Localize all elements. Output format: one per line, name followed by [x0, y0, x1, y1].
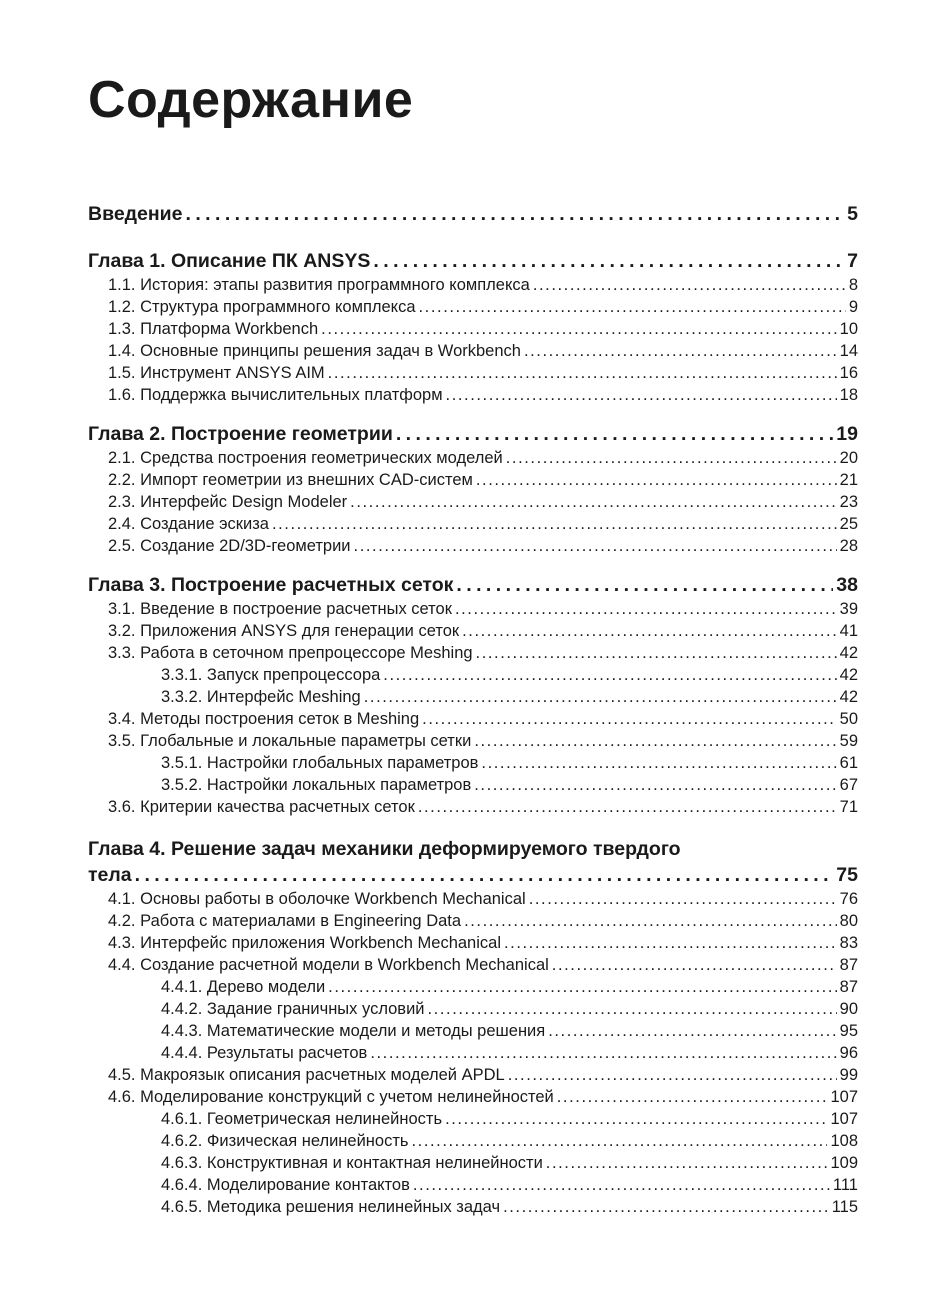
- dot-leader: [464, 910, 837, 932]
- toc-entry-title: 4.6.5. Методика решения нелинейных задач: [161, 1198, 501, 1216]
- toc-entry-title: 4.6.3. Конструктивная и контактная нелинейности: [161, 1154, 543, 1172]
- dot-leader: [455, 598, 837, 620]
- toc-entry-title: 1.2. Структура программного комплекса: [108, 298, 416, 316]
- toc-entry-page: 14: [839, 342, 858, 360]
- toc-entry-title: 3.5.1. Настройки глобальных параметров: [161, 754, 479, 772]
- dot-leader: [456, 572, 833, 598]
- dot-leader: [524, 340, 837, 362]
- dot-leader: [419, 296, 846, 318]
- toc-section-1-2[interactable]: [88, 296, 858, 318]
- toc-chapter-title: Глава 1. Описание ПК ANSYS: [88, 250, 371, 272]
- toc-entry-title: 4.4. Создание расчетной модели в Workbench Mechanical: [108, 956, 549, 974]
- toc-entry-title: 3.3. Работа в сеточном препроцессоре Meshing: [108, 644, 473, 662]
- toc-section-2-5[interactable]: [88, 535, 858, 557]
- toc-intro[interactable]: [88, 201, 858, 227]
- toc-subsection-3-5-1[interactable]: [88, 752, 858, 774]
- toc-entry-title: 3.1. Введение в построение расчетных сеток: [108, 600, 452, 618]
- toc-entry-title: 4.4.3. Математические модели и методы решения: [161, 1022, 546, 1040]
- toc-section-4-5[interactable]: [88, 1064, 858, 1086]
- toc-entry-page: 87: [839, 956, 858, 974]
- toc-entry-title: 3.6. Критерии качества расчетных сеток: [108, 798, 415, 816]
- dot-leader: [548, 1020, 836, 1042]
- dot-leader: [476, 469, 837, 491]
- toc-entry-title: 3.4. Методы построения сеток в Meshing: [108, 710, 420, 728]
- toc-entry-title: 3.2. Приложения ANSYS для генерации сеток: [108, 622, 460, 640]
- dot-leader: [186, 201, 845, 227]
- dot-leader: [508, 1064, 837, 1086]
- toc-chapter-page: 7: [847, 250, 858, 272]
- toc-entry-title: 4.4.2. Задание граничных условий: [161, 1000, 425, 1018]
- toc-entry-title: 4.5. Макроязык описания расчетных моделей APDL: [108, 1066, 505, 1084]
- toc-entry-title: 1.1. История: этапы развития программного комплекса: [108, 276, 530, 294]
- toc-subsection-3-5-2[interactable]: [88, 774, 858, 796]
- toc-entry-page: 107: [830, 1088, 858, 1106]
- toc-subsection-4-6-4[interactable]: [88, 1174, 858, 1196]
- toc-section-4-1[interactable]: [88, 888, 858, 910]
- toc-entry-page: 109: [830, 1154, 858, 1172]
- toc-entry-title: 1.5. Инструмент ANSYS AIM: [108, 364, 325, 382]
- toc-entry-title: 2.1. Средства построения геометрических моделей: [108, 449, 503, 467]
- toc-entry-page: 96: [839, 1044, 858, 1062]
- toc-section-3-6[interactable]: [88, 796, 858, 818]
- toc-entry-page: 61: [839, 754, 858, 772]
- toc-entry-page: 25: [839, 515, 858, 533]
- toc-subsection-4-6-1[interactable]: [88, 1108, 858, 1130]
- toc-chapter-1[interactable]: [88, 248, 858, 274]
- toc-entry-title: 3.3.1. Запуск препроцессора: [161, 666, 381, 684]
- toc-entry-title: 1.6. Поддержка вычислительных платформ: [108, 386, 443, 404]
- toc-entry-page: 83: [839, 934, 858, 952]
- toc-chapter-title: Глава 2. Построение геометрии: [88, 423, 393, 445]
- dot-leader: [418, 796, 837, 818]
- toc-entry-page: 71: [839, 798, 858, 816]
- toc-entry-title: 1.3. Платформа Workbench: [108, 320, 319, 338]
- toc-entry-title: 4.6.1. Геометрическая нелинейность: [161, 1110, 443, 1128]
- toc-subsection-3-3-1[interactable]: [88, 664, 858, 686]
- toc-entry-title: 4.6.4. Моделирование контактов: [161, 1176, 410, 1194]
- toc-chapter-page: 19: [836, 423, 858, 445]
- toc-entry-page: 87: [839, 978, 858, 996]
- toc-subsection-4-6-2[interactable]: [88, 1130, 858, 1152]
- dot-leader: [552, 954, 837, 976]
- toc-entry-title: 2.3. Интерфейс Design Modeler: [108, 493, 348, 511]
- toc-section-2-3[interactable]: [88, 491, 858, 513]
- toc-entry-title: 4.4.4. Результаты расчетов: [161, 1044, 368, 1062]
- toc-entry-title: 1.4. Основные принципы решения задач в Workbench: [108, 342, 521, 360]
- dot-leader: [445, 1108, 827, 1130]
- dot-leader: [428, 998, 837, 1020]
- toc-entry-title: 3.5. Глобальные и локальные параметры сетки: [108, 732, 472, 750]
- toc-subsection-4-4-1[interactable]: [88, 976, 858, 998]
- toc-entry-page: 107: [830, 1110, 858, 1128]
- toc-entry-title: 3.5.2. Настройки локальных параметров: [161, 776, 472, 794]
- toc-subsection-4-4-2[interactable]: [88, 998, 858, 1020]
- toc-chapter-4[interactable]: [88, 862, 858, 888]
- dot-leader: [504, 932, 837, 954]
- toc-entry-page: 90: [839, 1000, 858, 1018]
- dot-leader: [462, 620, 837, 642]
- toc-subsection-4-4-3[interactable]: [88, 1020, 858, 1042]
- toc-entry-page: 18: [839, 386, 858, 404]
- dot-leader: [446, 384, 837, 406]
- toc-entry-title: 4.2. Работа с материалами в Engineering Data: [108, 912, 462, 930]
- toc-chapter-2[interactable]: [88, 421, 858, 447]
- dot-leader: [422, 708, 836, 730]
- toc-entry-page: 42: [839, 644, 858, 662]
- dot-leader: [373, 248, 844, 274]
- dot-leader: [557, 1086, 828, 1108]
- dot-leader: [546, 1152, 828, 1174]
- toc-entry-page: 9: [848, 298, 858, 316]
- dot-leader: [370, 1042, 836, 1064]
- table-of-contents: [88, 201, 858, 1218]
- dot-leader: [529, 888, 837, 910]
- toc-entry-title: 2.5. Создание 2D/3D-геометрии: [108, 537, 351, 555]
- dot-leader: [396, 421, 833, 447]
- toc-entry-page: 8: [848, 276, 858, 294]
- toc-section-3-1[interactable]: [88, 598, 858, 620]
- toc-entry-page: 41: [839, 622, 858, 640]
- toc-section-1-5[interactable]: [88, 362, 858, 384]
- toc-entry-page: 21: [839, 471, 858, 489]
- toc-entry-page: 59: [839, 732, 858, 750]
- toc-section-2-4[interactable]: [88, 513, 858, 535]
- dot-leader: [328, 976, 836, 998]
- dot-leader: [272, 513, 837, 535]
- toc-chapter-title: тела: [88, 864, 132, 886]
- dot-leader: [476, 642, 837, 664]
- toc-entry-page: 115: [831, 1198, 858, 1216]
- dot-leader: [412, 1130, 828, 1152]
- toc-entry-page: 67: [839, 776, 858, 794]
- dot-leader: [413, 1174, 830, 1196]
- toc-entry-title: 4.6. Моделирование конструкций с учетом нелинейностей: [108, 1088, 554, 1106]
- dot-leader: [354, 535, 837, 557]
- toc-section-4-6[interactable]: [88, 1086, 858, 1108]
- toc-section-3-5[interactable]: [88, 730, 858, 752]
- toc-entry-page: 28: [839, 537, 858, 555]
- toc-section-2-1[interactable]: [88, 447, 858, 469]
- toc-entry-page: 5: [847, 203, 858, 225]
- toc-entry-title: 4.4.1. Дерево модели: [161, 978, 326, 996]
- toc-entry-page: 108: [830, 1132, 858, 1150]
- toc-entry-page: 111: [832, 1176, 858, 1194]
- toc-entry-page: 80: [839, 912, 858, 930]
- toc-entry-page: 39: [839, 600, 858, 618]
- toc-subsection-4-4-4[interactable]: [88, 1042, 858, 1064]
- toc-entry-page: 95: [839, 1022, 858, 1040]
- toc-section-3-3[interactable]: [88, 642, 858, 664]
- toc-section-4-3[interactable]: [88, 932, 858, 954]
- toc-chapter-page: 75: [836, 864, 858, 886]
- toc-section-4-4[interactable]: [88, 954, 858, 976]
- toc-subsection-3-3-2[interactable]: [88, 686, 858, 708]
- toc-section-1-6[interactable]: [88, 384, 858, 406]
- toc-entry-page: 42: [839, 688, 858, 706]
- toc-chapter-page: 38: [836, 574, 858, 596]
- toc-entry-page: 76: [839, 890, 858, 908]
- dot-leader: [350, 491, 836, 513]
- dot-leader: [474, 730, 836, 752]
- dot-leader: [474, 774, 836, 796]
- toc-section-4-2[interactable]: [88, 910, 858, 932]
- page-title: Содержание: [88, 71, 414, 129]
- toc-subsection-4-6-5[interactable]: [88, 1196, 858, 1218]
- dot-leader: [321, 318, 836, 340]
- toc-section-3-2[interactable]: [88, 620, 858, 642]
- toc-entry-page: 23: [839, 493, 858, 511]
- toc-entry-title: 4.1. Основы работы в оболочке Workbench Mechanical: [108, 890, 526, 908]
- dot-leader: [506, 447, 837, 469]
- toc-section-1-4[interactable]: [88, 340, 858, 362]
- toc-entry-page: 16: [839, 364, 858, 382]
- dot-leader: [481, 752, 836, 774]
- dot-leader: [135, 862, 834, 888]
- toc-section-3-4[interactable]: [88, 708, 858, 730]
- toc-entry-page: 42: [839, 666, 858, 684]
- toc-chapter-title: Глава 3. Построение расчетных сеток: [88, 574, 454, 596]
- toc-section-1-1[interactable]: [88, 274, 858, 296]
- toc-subsection-4-6-3[interactable]: [88, 1152, 858, 1174]
- dot-leader: [383, 664, 836, 686]
- toc-entry-page: 10: [839, 320, 858, 338]
- toc-entry-title: 3.3.2. Интерфейс Meshing: [161, 688, 361, 706]
- dot-leader: [533, 274, 846, 296]
- toc-chapter-4-title-line1[interactable]: Глава 4. Решение задач механики деформируемого твердого: [88, 838, 681, 860]
- toc-entry-page: 99: [839, 1066, 858, 1084]
- toc-entry-title: 4.6.2. Физическая нелинейность: [161, 1132, 409, 1150]
- dot-leader: [503, 1196, 829, 1218]
- toc-entry-title: 4.3. Интерфейс приложения Workbench Mechanical: [108, 934, 501, 952]
- toc-entry-page: 50: [839, 710, 858, 728]
- dot-leader: [364, 686, 837, 708]
- toc-entry-title: Введение: [88, 203, 183, 225]
- dot-leader: [328, 362, 837, 384]
- toc-chapter-3[interactable]: [88, 572, 858, 598]
- toc-section-2-2[interactable]: [88, 469, 858, 491]
- toc-entry-title: 2.2. Импорт геометрии из внешних CAD-систем: [108, 471, 473, 489]
- toc-entry-title: 2.4. Создание эскиза: [108, 515, 269, 533]
- toc-section-1-3[interactable]: [88, 318, 858, 340]
- toc-entry-page: 20: [839, 449, 858, 467]
